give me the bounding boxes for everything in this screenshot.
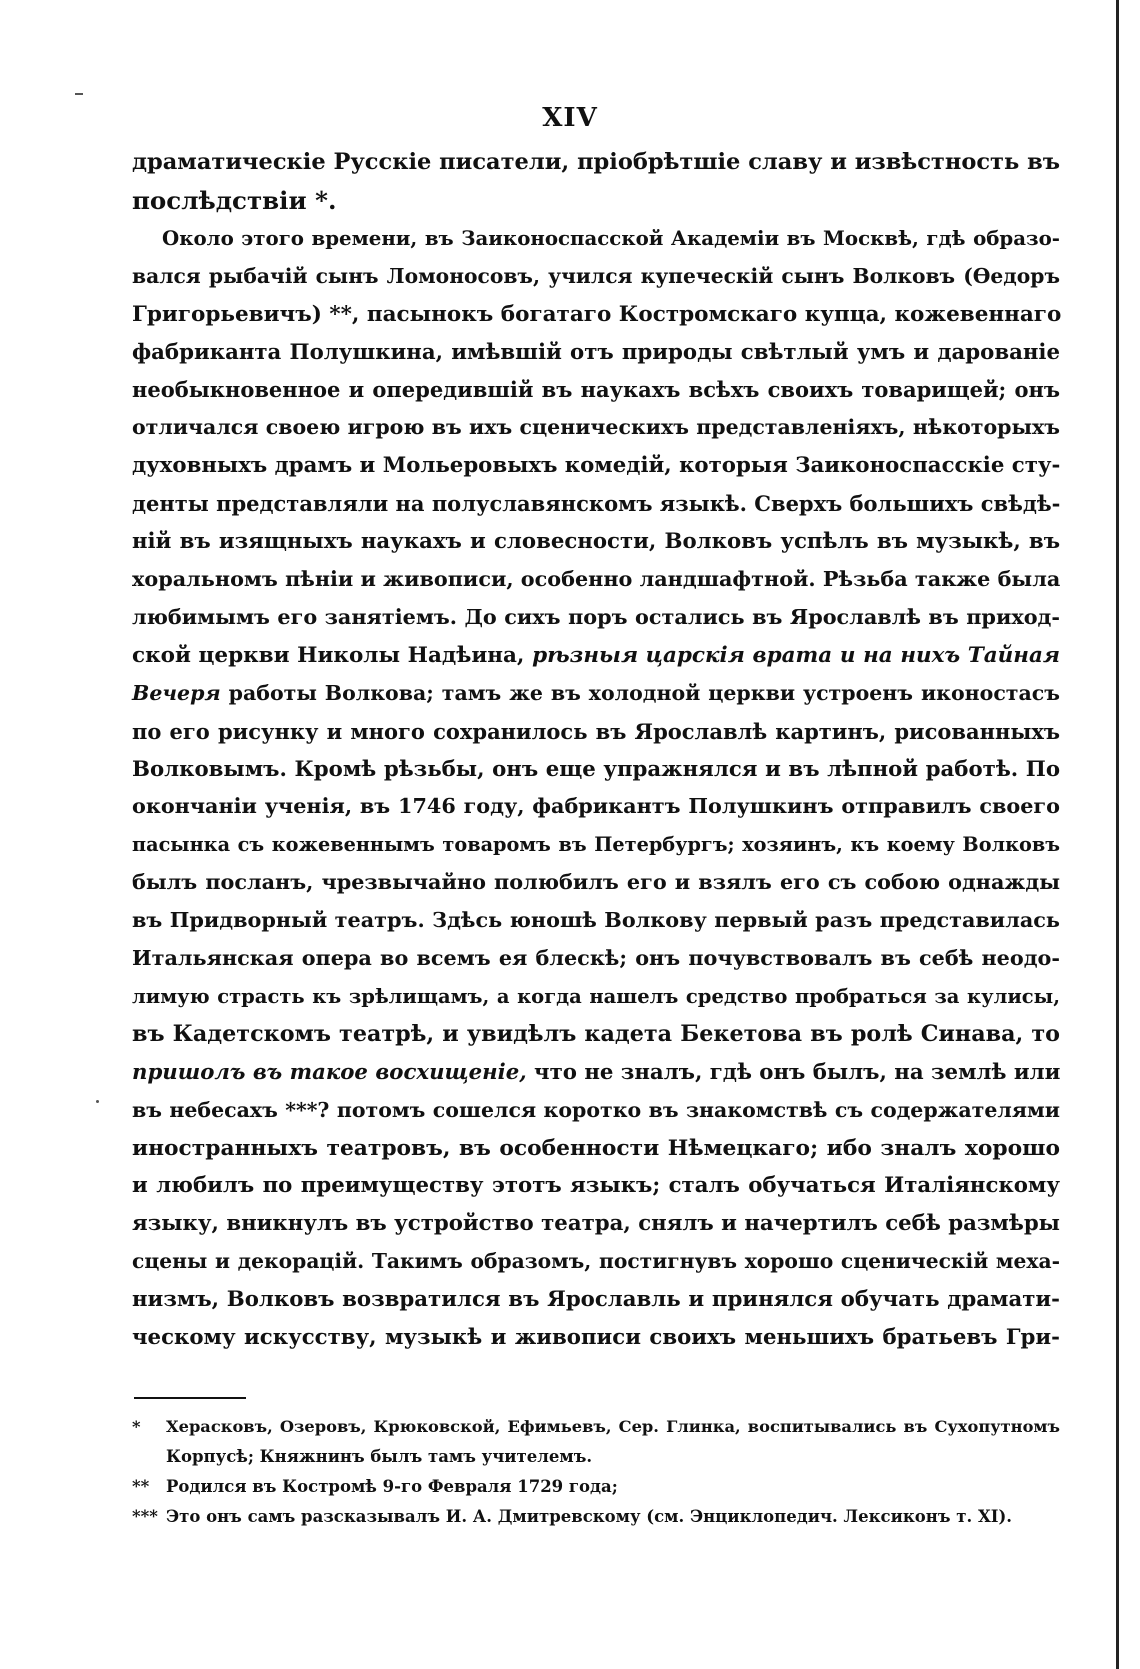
footnote-separator: [134, 1397, 246, 1399]
text-line: былъ посланъ, чрезвычайно полюбилъ его и взялъ его съ собою однажды: [132, 870, 1060, 895]
text-line: отличался своею игрою въ ихъ сценическихъ представленіяхъ, нѣкоторыхъ: [132, 415, 1060, 440]
text-line: Григорьевичъ) **, пасынокъ богатаго Костромскаго купца, кожевеннаго: [132, 301, 1062, 327]
text-line: Итальянская опера во всемъ ея блескѣ; онъ почувствовалъ въ себѣ неодо-: [132, 946, 1060, 971]
text-line: необыкновенное и опередившій въ наукахъ всѣхъ своихъ товарищей; онъ: [132, 377, 1060, 403]
text-line: послѣдствіи *.: [132, 185, 337, 215]
text-line: сцены и декорацій. Такимъ образомъ, постигнувъ хорошо сценическій меха-: [132, 1249, 1060, 1274]
text-line: ческому искусству, музыкѣ и живописи своихъ меньшихъ братьевъ Гри-: [132, 1325, 1060, 1351]
text-line: въ небесахъ ***? потомъ сошелся коротко въ знакомствѣ съ содержателями: [132, 1097, 1060, 1122]
text-line: низмъ, Волковъ возвратился въ Ярославль и принялся обучать драмати-: [132, 1287, 1060, 1313]
text-line: фабриканта Полушкина, имѣвшій отъ природы свѣтлый умъ и дарованіе: [132, 339, 1060, 365]
text-line: Около этого времени, въ Заиконоспасской Академіи въ Москвѣ, гдѣ образо-: [162, 225, 1060, 250]
footnotes: [132, 1412, 1060, 1532]
footnote-mark: **: [132, 1477, 150, 1496]
text-line: хоральномъ пѣніи и живописи, особенно ландшафтной. Рѣзьба также была: [132, 566, 1061, 591]
text-segment: что не зналъ, гдѣ онъ былъ, на землѣ или: [534, 1059, 1061, 1085]
text-segment: работы Волкова; тамъ же въ холодной церкви устроенъ иконостасъ: [228, 680, 1060, 705]
text-line: языку, вникнулъ въ устройство театра, снялъ и начертилъ себѣ размѣры: [132, 1211, 1060, 1237]
text-line: [132, 675, 1060, 713]
text-line: драматическіе Русскіе писатели, пріобрѣтшіе славу и извѣстность въ: [132, 149, 1060, 175]
text-segment: ской церкви Николы Надѣина,: [132, 642, 525, 668]
page-edge-rule: [1116, 0, 1119, 1669]
page-number: XIV: [542, 103, 598, 133]
footnote-text: Это онъ самъ разсказывалъ И. А. Дмитревскому (см. Энциклопедич. Лексиконъ т. XI).: [166, 1507, 1013, 1526]
footnote-line: [132, 1502, 1060, 1532]
text-line: духовныхъ драмъ и Мольеровыхъ комедій, которыя Заиконоспасскіе сту-: [132, 453, 1061, 479]
footnote-text: Херасковъ, Озеровъ, Крюковской, Ефимьевъ, Сер. Глинка, воспитывались въ Сухопутномъ: [166, 1417, 1060, 1436]
text-line: вался рыбачій сынъ Ломоносовъ, учился купеческій сынъ Волковъ (Ѳедоръ: [132, 263, 1060, 288]
text-line: окончаніи ученія, въ 1746 году, фабрикантъ Полушкинъ отправилъ своего: [132, 794, 1060, 819]
footnote-line: [132, 1472, 1060, 1502]
footnote-mark: ***: [132, 1507, 158, 1526]
text-line: по его рисунку и много сохранилось въ Ярославлѣ картинъ, рисованныхъ: [132, 718, 1060, 744]
footnote-text: Родился въ Костромѣ 9-го Февраля 1729 года;: [166, 1477, 618, 1496]
text-line: [132, 1054, 1060, 1092]
text-line: любимымъ его занятіемъ. До сихъ поръ остались въ Ярославлѣ въ приход-: [132, 604, 1060, 629]
text-line: [132, 637, 1060, 675]
text-line: лимую страсть къ зрѣлищамъ, а когда нашелъ средство пробраться за кулисы,: [132, 984, 1060, 1008]
text-line: пасынка съ кожевеннымъ товаромъ въ Петербургъ; хозяинъ, къ коему Волковъ: [132, 833, 1060, 857]
text-line: ній въ изящныхъ наукахъ и словесности, Волковъ успѣлъ въ музыкѣ, въ: [132, 529, 1060, 555]
body-text: [132, 144, 1060, 1357]
footnote-line: [132, 1412, 1060, 1442]
text-line: Волковымъ. Кромѣ рѣзьбы, онъ еще упражнялся и въ лѣпной работѣ. По: [132, 756, 1060, 782]
footnote-line: Корпусѣ; Княжнинъ былъ тамъ учителемъ.: [166, 1447, 593, 1466]
scan-mark: [96, 1100, 99, 1103]
text-line: и любилъ по преимуществу этотъ языкъ; сталъ обучаться Италіянскому: [132, 1173, 1060, 1199]
text-line: въ Придворный театръ. Здѣсь юношѣ Волкову первый разъ представилась: [132, 908, 1060, 933]
italic-text: Вечеря: [132, 680, 221, 705]
italic-text: пришолъ въ такое восхищеніе,: [132, 1059, 527, 1085]
text-line: денты представляли на полуславянскомъ языкѣ. Сверхъ большихъ свѣдѣ-: [132, 491, 1061, 517]
italic-text: рѣзныя царскія врата и на нихъ Тайная: [532, 642, 1060, 668]
text-line: иностранныхъ театровъ, въ особенности Нѣмецкаго; ибо зналъ хорошо: [132, 1135, 1060, 1161]
text-line: въ Кадетскомъ театрѣ, и увидѣлъ кадета Бекетова въ ролѣ Синава, то: [132, 1020, 1060, 1047]
scan-mark: [75, 93, 83, 95]
footnote-mark: *: [132, 1417, 141, 1436]
